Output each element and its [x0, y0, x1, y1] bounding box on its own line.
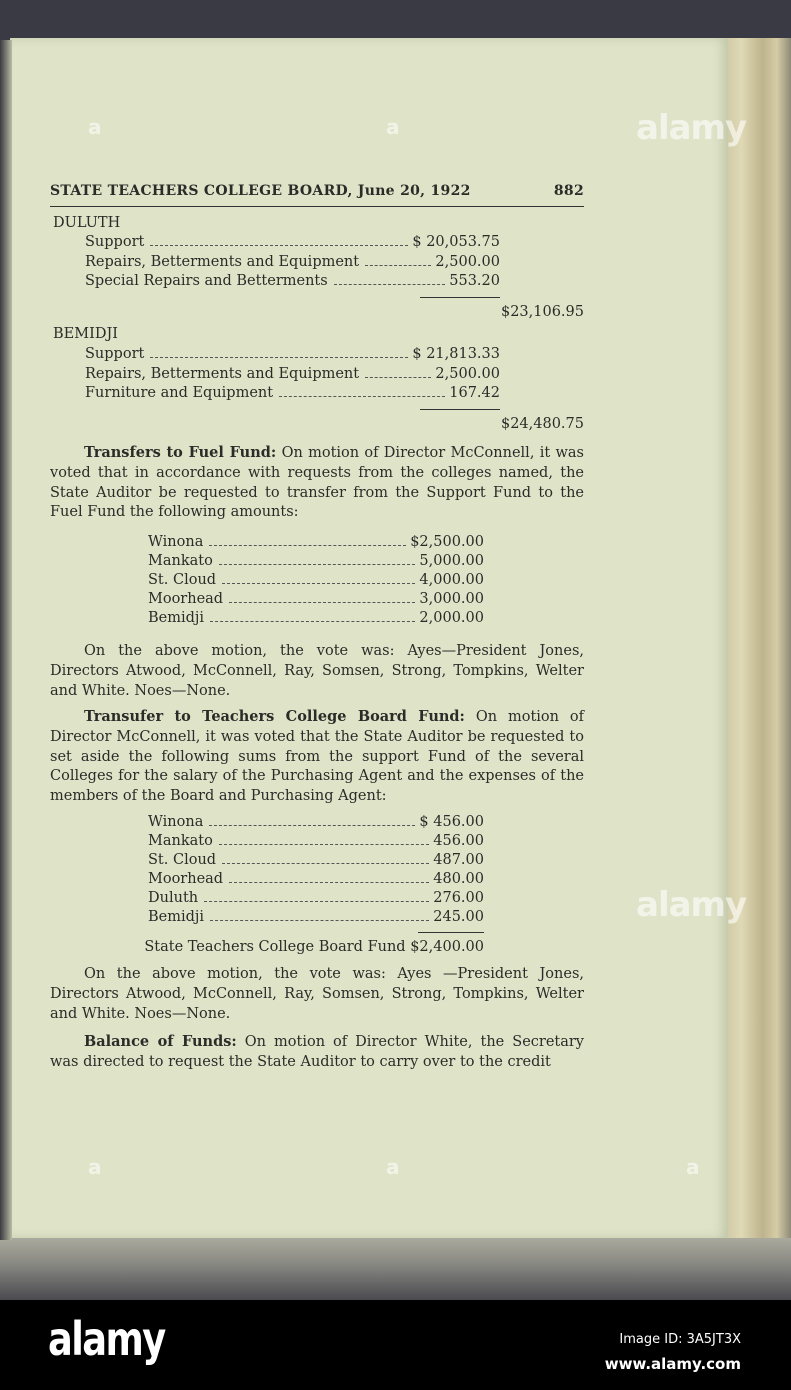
line-item	[148, 533, 484, 552]
duluth-total: $23,106.95	[500, 304, 584, 320]
item-label: Special Repairs and Betterments	[85, 273, 328, 290]
book-spine-edge	[0, 40, 12, 1240]
fuel-table	[148, 533, 484, 628]
sum-rule	[418, 932, 484, 933]
item-amount: $ 21,813.33	[412, 346, 500, 362]
board-table	[148, 813, 484, 927]
line-item	[148, 609, 484, 628]
page-edges	[720, 38, 791, 1248]
item-label: Duluth	[148, 890, 199, 906]
line-item	[85, 272, 500, 292]
line-item	[148, 571, 484, 590]
total-label: State Teachers College Board Fund	[144, 939, 406, 955]
fuel-text: On motion of Director McConnell, it was voted that in accordance with requests from the colleges named, the State Auditor be requested to transfer from the Support Fund to the Fuel Fund the following amounts:	[50, 445, 584, 521]
item-label: Winona	[148, 814, 204, 830]
line-item	[148, 851, 484, 870]
item-label: Support	[85, 346, 145, 362]
vote-paragraph-2	[50, 965, 584, 1024]
fuel-heading: Transfers to Fuel Fund:	[84, 444, 277, 461]
item-label: Repairs, Betterments and Equipment	[85, 253, 360, 270]
item-amount: $2,500.00	[410, 534, 484, 550]
page-number: 882	[553, 183, 584, 199]
watermark-mark: a	[88, 1155, 102, 1179]
stock-footer	[0, 1300, 791, 1390]
line-item	[148, 832, 484, 851]
item-amount: 245.00	[433, 909, 484, 925]
book-cover-bottom	[0, 1238, 791, 1300]
item-amount: 4,000.00	[419, 572, 484, 588]
item-label: Moorhead	[148, 871, 224, 887]
item-amount: 553.20	[449, 273, 500, 290]
line-item	[148, 813, 484, 832]
header-rule	[50, 206, 584, 207]
line-item	[148, 552, 484, 571]
watermark-mark: a	[386, 115, 400, 139]
item-amount: 480.00	[433, 871, 484, 887]
item-amount: 2,500.00	[435, 253, 500, 270]
item-label: Furniture and Equipment	[85, 385, 274, 402]
watermark-mark: a	[686, 1155, 700, 1179]
watermark-mark: a	[386, 1155, 400, 1179]
bemidji-items	[85, 345, 500, 404]
item-label: Support	[85, 234, 145, 250]
item-label: Winona	[148, 534, 204, 550]
line-item	[148, 590, 484, 609]
board-total: $2,400.00	[410, 939, 484, 955]
balance-paragraph	[50, 1032, 584, 1073]
item-amount: 2,000.00	[419, 610, 484, 626]
line-item	[148, 889, 484, 908]
line-item	[85, 365, 500, 385]
item-label: Mankato	[148, 833, 213, 849]
item-amount: 487.00	[433, 852, 484, 868]
header-title: STATE TEACHERS COLLEGE BOARD, June 20, 1922	[50, 183, 471, 199]
site-url: www.alamy.com	[604, 1355, 741, 1373]
line-item	[85, 253, 500, 273]
line-item	[85, 233, 500, 253]
item-amount: 3,000.00	[419, 591, 484, 607]
line-item	[85, 345, 500, 365]
item-label: St. Cloud	[148, 572, 217, 588]
balance-text: On motion of Director White, the Secretary was directed to request the State Auditor to carry over to the credit	[50, 1034, 585, 1070]
sum-rule	[420, 409, 500, 410]
item-amount: $ 456.00	[419, 814, 484, 830]
scan-background-top	[0, 0, 791, 40]
vote-text: On the above motion, the vote was: Ayes—President Jones, Directors Atwood, McConnell, Ray, Somsen, Strong, Tompkins, Welter and White. Noes—None.	[50, 643, 584, 699]
watermark-mark: a	[88, 115, 102, 139]
item-amount: 2,500.00	[435, 365, 500, 382]
item-label: Bemidji	[148, 909, 205, 925]
alamy-logo: alamy	[48, 1312, 165, 1366]
image-id: Image ID: 3A5JT3X	[619, 1332, 741, 1347]
running-header	[50, 182, 584, 202]
item-amount: 456.00	[433, 833, 484, 849]
line-item	[85, 384, 500, 404]
item-label: Bemidji	[148, 610, 205, 626]
board-text: On motion of Director McConnell, it was voted that the State Auditor be requested to set aside the following sums from the support Fund of the several Colleges for the salary of the Purchasing Agent and the expenses of the members of the Board and Purchasing Agent:	[50, 709, 584, 805]
board-total-line	[130, 938, 484, 958]
watermark-logo: alamy	[636, 885, 747, 925]
item-label: St. Cloud	[148, 852, 217, 868]
item-amount: 276.00	[433, 890, 484, 906]
item-amount: $ 20,053.75	[412, 234, 500, 250]
bemidji-total: $24,480.75	[500, 416, 584, 432]
watermark-logo: alamy	[636, 108, 747, 148]
sum-rule	[420, 297, 500, 298]
item-amount: 5,000.00	[419, 553, 484, 569]
item-label: Moorhead	[148, 591, 224, 607]
board-heading: Transufer to Teachers College Board Fund:	[84, 708, 465, 725]
line-item	[148, 870, 484, 889]
item-amount: 167.42	[449, 385, 500, 402]
vote-paragraph-1	[50, 642, 584, 701]
section-bemidji: BEMIDJI	[53, 326, 118, 342]
section-duluth: DULUTH	[53, 215, 121, 231]
fuel-fund-paragraph	[50, 443, 584, 523]
item-label: Mankato	[148, 553, 213, 569]
balance-heading: Balance of Funds:	[84, 1033, 237, 1050]
duluth-items	[85, 233, 500, 292]
board-fund-paragraph	[50, 707, 584, 807]
item-label: Repairs, Betterments and Equipment	[85, 365, 360, 382]
line-item	[148, 908, 484, 927]
vote-text: On the above motion, the vote was: Ayes —President Jones, Directors Atwood, McConnell, Ray, Somsen, Strong, Tompkins, Welter and White. Noes—None.	[50, 966, 584, 1022]
